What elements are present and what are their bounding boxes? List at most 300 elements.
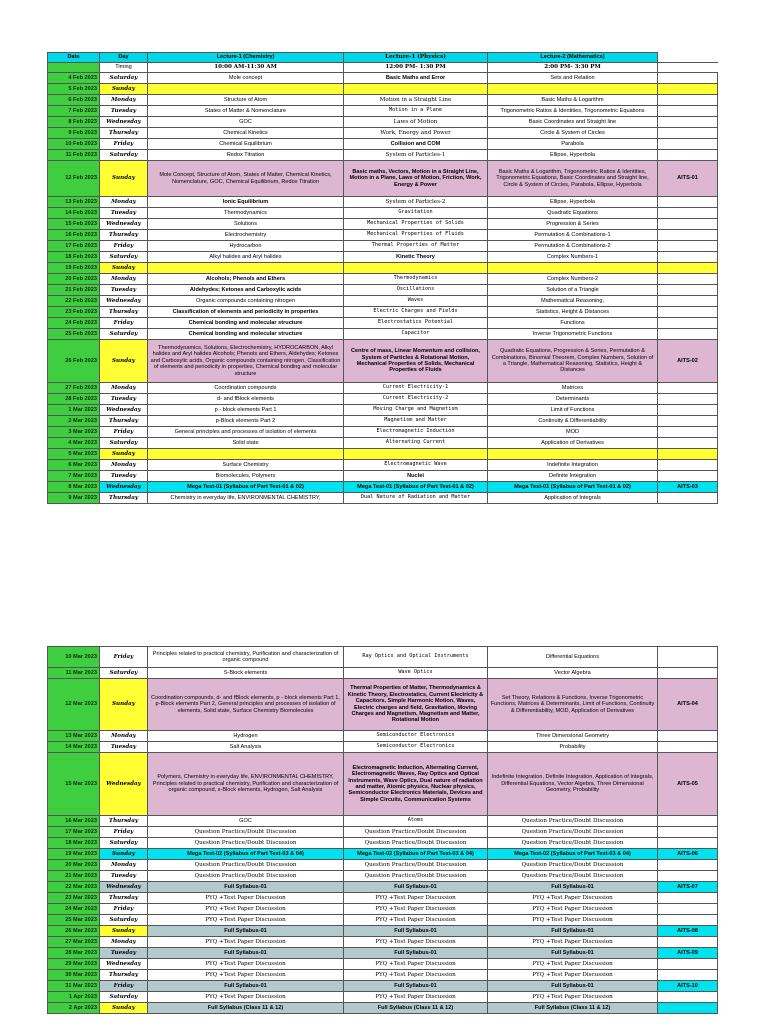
day-cell: Monday [100,274,148,285]
mathematics-cell: Indefinite Integration, Definite Integration, Application of Integrals, Differential Equations, Vector Algebra, Three Dimensional Geometry, Probability [488,753,658,816]
day-cell: Tuesday [100,471,148,482]
chemistry-cell: Thermodynamics, Solutions, Electrochemistry, HYDROCARBON, Alkyl halides and Aryl halides Alcohols; Phenols and Ethers, Aldehydes; Ketones and Carboxylic acids, Organic compounds containing nitrogen, Classification of elements and periodicity in properties, Chemical bonding and molecular structure [148,340,344,383]
date-cell: 2 Apr 2023 [48,1003,100,1014]
ait-cell [658,668,718,679]
date-cell: 12 Mar 2023 [48,679,100,731]
mathematics-cell: Full Syllabus-01 [488,948,658,959]
ait-cell [658,871,718,882]
day-cell: Wednesday [100,219,148,230]
physics-cell: Thermal Properties of Matter [344,241,488,252]
day-cell: Sunday [100,849,148,860]
day-cell: Friday [100,241,148,252]
date-cell: 15 Feb 2023 [48,219,100,230]
mathematics-cell: Question Practice/Doubt Discussion [488,816,658,827]
day-cell: Thursday [100,816,148,827]
day-cell: Monday [100,197,148,208]
physics-cell: Waves [344,296,488,307]
ait-cell [658,904,718,915]
day-cell: Monday [100,95,148,106]
day-cell: Sunday [100,340,148,383]
day-cell: Monday [100,937,148,948]
physics-cell: Question Practice/Doubt Discussion [344,860,488,871]
physics-cell: PYQ +Test Paper Discussion [344,970,488,981]
ait-cell [658,460,718,471]
mathematics-cell: Permutation & Combinations-2 [488,241,658,252]
day-cell: Thursday [100,493,148,504]
chemistry-cell: Biomolecules, Polymers [148,471,344,482]
day-cell: Monday [100,460,148,471]
physics-cell: PYQ +Test Paper Discussion [344,992,488,1003]
chemistry-cell: PYQ +Test Paper Discussion [148,893,344,904]
schedule-row [48,219,718,230]
mathematics-cell: Definite Integration [488,471,658,482]
day-cell: Friday [100,827,148,838]
schedule-row [48,668,718,679]
chemistry-cell: Mega Test-01 (Syllabus of Part Test-01 & 02) [148,482,344,493]
ait-cell [658,285,718,296]
ait-cell [658,263,718,274]
schedule-row [48,416,718,427]
chemistry-cell: Question Practice/Doubt Discussion [148,860,344,871]
ait-cell: AITS-05 [658,753,718,816]
header-physics: Lecture-1 (Physics) [344,53,488,63]
schedule-row [48,263,718,274]
schedule-row [48,647,718,668]
date-cell: 8 Feb 2023 [48,117,100,128]
ait-cell [658,416,718,427]
chemistry-cell [148,449,344,460]
mathematics-cell: Question Practice/Doubt Discussion [488,838,658,849]
day-cell: Tuesday [100,106,148,117]
ait-cell [658,816,718,827]
mathematics-cell: PYQ +Test Paper Discussion [488,915,658,926]
physics-cell: PYQ +Test Paper Discussion [344,904,488,915]
day-cell: Saturday [100,915,148,926]
ait-cell: AITS-01 [658,161,718,197]
mathematics-cell: Quadratic Equations, Progression & Series, Permutation & Combinations, Binomial Theorem, Complex Numbers, Solution of a Triangle, Mathematical Reasoning, Statistics, Height & Distances [488,340,658,383]
mathematics-cell: Statistics, Height & Distances [488,307,658,318]
ait-cell: AITS-10 [658,981,718,992]
physics-cell [344,449,488,460]
day-cell: Monday [100,860,148,871]
chemistry-cell: PYQ +Test Paper Discussion [148,959,344,970]
physics-cell: Current Electricity-2 [344,394,488,405]
date-cell: 5 Feb 2023 [48,84,100,95]
mathematics-cell: Full Syllabus-01 [488,882,658,893]
date-cell: 22 Feb 2023 [48,296,100,307]
header-row [48,53,718,63]
chemistry-cell: Electrochemistry [148,230,344,241]
chemistry-cell: Redox Titration [148,150,344,161]
physics-cell [344,263,488,274]
mathematics-cell: Full Syllabus-01 [488,981,658,992]
physics-cell: Alternating Current [344,438,488,449]
ait-cell [658,84,718,95]
mathematics-cell: Vector Algebra [488,668,658,679]
physics-cell: Wave Optics [344,668,488,679]
physics-cell: Electromagnetic Wave [344,460,488,471]
mathematics-cell: Set Theory, Relations & Functions, Inverse Trigonometric Functions, Matrices & Determinants, Limit of Functions, Continuity & Differentiability, MOD, Application of Derivatives [488,679,658,731]
day-cell: Sunday [100,84,148,95]
day-cell: Wednesday [100,753,148,816]
date-cell: 7 Feb 2023 [48,106,100,117]
date-cell: 16 Mar 2023 [48,816,100,827]
day-cell: Friday [100,981,148,992]
physics-cell: Oscillations [344,285,488,296]
day-cell: Wednesday [100,405,148,416]
physics-cell: Electromagnetic Induction [344,427,488,438]
mathematics-cell [488,263,658,274]
mathematics-cell: Mathematical Reasoning, [488,296,658,307]
mathematics-cell: Complex Numbers-2 [488,274,658,285]
chemistry-cell: States of Matter & Nomenclature [148,106,344,117]
date-cell: 26 Feb 2023 [48,340,100,383]
chemistry-cell: Chemical bonding and molecular structure [148,318,344,329]
date-cell: 27 Mar 2023 [48,937,100,948]
header-ait [658,53,718,63]
chemistry-cell: Hydrogen [148,731,344,742]
day-cell: Wednesday [100,959,148,970]
physics-cell: Full Syllabus (Class 11 & 12) [344,1003,488,1014]
chemistry-cell: Full Syllabus-01 [148,926,344,937]
chemistry-cell: Question Practice/Doubt Discussion [148,838,344,849]
date-cell: 12 Feb 2023 [48,161,100,197]
schedule-row [48,742,718,753]
mathematics-cell: Ellipse, Hyperbola [488,150,658,161]
ait-cell [658,449,718,460]
physics-cell: Nuclei [344,471,488,482]
physics-cell: Ray Optics and Optical Instruments [344,647,488,668]
chemistry-cell: Full Syllabus-01 [148,948,344,959]
day-cell: Wednesday [100,482,148,493]
schedule-row [48,197,718,208]
ait-cell [658,405,718,416]
schedule-row [48,241,718,252]
mathematics-cell: Question Practice/Doubt Discussion [488,860,658,871]
chemistry-cell: Alcohols; Phenols and Ethers [148,274,344,285]
mathematics-time: 2:00 PM- 3:30 PM [488,63,658,73]
chemistry-cell: Organic compounds containing nitrogen [148,296,344,307]
mathematics-cell: Basic Coordinates and Straight line [488,117,658,128]
ait-cell [658,128,718,139]
schedule-row [48,95,718,106]
schedule-row [48,106,718,117]
date-cell: 13 Mar 2023 [48,731,100,742]
chemistry-cell: p - block elements Part 1 [148,405,344,416]
day-cell: Saturday [100,992,148,1003]
schedule-row [48,307,718,318]
physics-cell: Laws of Motion [344,117,488,128]
date-cell: 21 Mar 2023 [48,871,100,882]
chemistry-cell: Salt Analysis [148,742,344,753]
schedule-row [48,394,718,405]
physics-cell: Current Electricity-1 [344,383,488,394]
schedule-row [48,970,718,981]
date-cell: 16 Feb 2023 [48,230,100,241]
mathematics-cell: Solution of a Triangle [488,285,658,296]
date-cell: 25 Feb 2023 [48,329,100,340]
schedule-row [48,427,718,438]
schedule-row [48,482,718,493]
mathematics-cell: Quadratic Equations [488,208,658,219]
ait-cell [658,959,718,970]
day-cell: Saturday [100,838,148,849]
mathematics-cell: Trigonometric Ratios & Identities, Trigonometric Equations [488,106,658,117]
ait-cell [658,860,718,871]
date-cell: 1 Mar 2023 [48,405,100,416]
schedule-row [48,460,718,471]
mathematics-cell: Question Practice/Doubt Discussion [488,827,658,838]
chemistry-cell: GOC [148,816,344,827]
ait-cell [658,731,718,742]
date-cell: 21 Feb 2023 [48,285,100,296]
ait-cell [658,296,718,307]
date-cell: 20 Mar 2023 [48,860,100,871]
day-cell: Tuesday [100,208,148,219]
schedule-row [48,915,718,926]
physics-cell: Motion in a Plane [344,106,488,117]
physics-cell: Mega Test-02 (Syllabus of Part Test-03 & 04) [344,849,488,860]
mathematics-cell: Complex Numbers-1 [488,252,658,263]
ait-cell: AITS-09 [658,948,718,959]
schedule-row [48,449,718,460]
schedule-row [48,230,718,241]
physics-cell: Thermodynamics [344,274,488,285]
chemistry-cell: Alkyl halides and Aryl halides [148,252,344,263]
date-cell: 14 Mar 2023 [48,742,100,753]
physics-cell: PYQ +Test Paper Discussion [344,893,488,904]
chemistry-cell: Structure of Atom [148,95,344,106]
date-cell: 26 Mar 2023 [48,926,100,937]
day-cell: Thursday [100,307,148,318]
mathematics-cell: Basic Maths & Logarithm, Trigonometric Ratios & Identities, Trigonometric Equations, Basic Coordinates and Straight line, Circle & System of Circles, Parabola, Ellipse, Hyperbola [488,161,658,197]
day-cell: Sunday [100,263,148,274]
physics-cell: Magnetism and Matter [344,416,488,427]
ait-cell: AITS-03 [658,482,718,493]
ait-cell [658,318,718,329]
schedule-row [48,937,718,948]
schedule-row [48,208,718,219]
schedule-row [48,981,718,992]
mathematics-cell: Three Dimensional Geometry [488,731,658,742]
mathematics-cell: Indefinite Integration [488,460,658,471]
chemistry-cell: Solid state [148,438,344,449]
date-cell: 20 Feb 2023 [48,274,100,285]
chemistry-cell: Thermodynamics [148,208,344,219]
mathematics-cell: PYQ +Test Paper Discussion [488,992,658,1003]
physics-cell: System of Particles-1 [344,150,488,161]
physics-cell: Mechanical Properties of Fluids [344,230,488,241]
mathematics-cell: Functions [488,318,658,329]
chemistry-cell: Full Syllabus-01 [148,882,344,893]
ait-cell: AITS-06 [658,849,718,860]
date-cell: 13 Feb 2023 [48,197,100,208]
ait-cell [658,647,718,668]
header-chemistry: Lecture-1 (Chemistry) [148,53,344,63]
physics-cell: Collision and COM [344,139,488,150]
day-cell: Tuesday [100,285,148,296]
chemistry-cell: Mega Test-02 (Syllabus of Part Test-03 & 04) [148,849,344,860]
date-cell: 18 Mar 2023 [48,838,100,849]
schedule-row [48,340,718,383]
mathematics-cell [488,84,658,95]
date-cell: 10 Mar 2023 [48,647,100,668]
schedule-row [48,128,718,139]
chemistry-cell: p-Block elements Part 2 [148,416,344,427]
ait-cell [658,827,718,838]
date-cell: 27 Feb 2023 [48,383,100,394]
ait-cell [658,219,718,230]
physics-cell: Thermal Properties of Matter, Thermodynamics & Kinetic Theory, Electrostatics, Current Electricity & Capacitors, Simple Harmonic Motion, Waves, Electric charges and field, Gravitation, Moving Charges and Magnetism, Magnetism and Matter, Rotational Motion [344,679,488,731]
ait-cell: AITS-07 [658,882,718,893]
ait-cell [658,117,718,128]
date-cell: 10 Feb 2023 [48,139,100,150]
timing-date-cell [48,63,100,73]
schedule-row [48,860,718,871]
date-cell: 11 Mar 2023 [48,668,100,679]
chemistry-cell: Ionic Equilibrium [148,197,344,208]
chemistry-cell: PYQ +Test Paper Discussion [148,904,344,915]
chemistry-cell: Surface Chemistry [148,460,344,471]
physics-cell: Question Practice/Doubt Discussion [344,838,488,849]
ait-cell [658,252,718,263]
mathematics-cell: Full Syllabus (Class 11 & 12) [488,1003,658,1014]
schedule-row [48,139,718,150]
ait-cell [658,73,718,84]
mathematics-cell: PYQ +Test Paper Discussion [488,970,658,981]
chemistry-cell: Coordination compounds, d- and fBlock elements, p - block elements Part 1, p-Block elements Part 2, General principles and processes of isolation of elements, Solid state, Surface Chemistry Biomolecules [148,679,344,731]
date-cell: 15 Mar 2023 [48,753,100,816]
mathematics-cell: MOD [488,427,658,438]
date-cell: 9 Mar 2023 [48,493,100,504]
schedule-row [48,318,718,329]
schedule-row [48,871,718,882]
physics-cell: Semiconductor Electronics [344,742,488,753]
ait-cell [658,197,718,208]
schedule-row [48,849,718,860]
date-cell: 11 Feb 2023 [48,150,100,161]
mathematics-cell: Sets and Relation [488,73,658,84]
mathematics-cell: Basic Maths & Logarithm [488,95,658,106]
chemistry-cell [148,263,344,274]
chemistry-cell: PYQ +Test Paper Discussion [148,992,344,1003]
day-cell: Friday [100,427,148,438]
ait-cell [658,1003,718,1014]
day-cell: Wednesday [100,117,148,128]
date-cell: 19 Mar 2023 [48,849,100,860]
day-cell: Sunday [100,449,148,460]
mathematics-cell: PYQ +Test Paper Discussion [488,937,658,948]
chemistry-cell: Question Practice/Doubt Discussion [148,827,344,838]
schedule-row [48,493,718,504]
date-cell: 23 Feb 2023 [48,307,100,318]
day-cell: Sunday [100,161,148,197]
date-cell: 28 Feb 2023 [48,394,100,405]
ait-cell [658,915,718,926]
mathematics-cell: Ellipse, Hyperbola [488,197,658,208]
date-cell: 23 Mar 2023 [48,893,100,904]
date-cell: 6 Mar 2023 [48,460,100,471]
chemistry-cell: Hydrocarbon [148,241,344,252]
mathematics-cell: PYQ +Test Paper Discussion [488,893,658,904]
ait-cell [658,937,718,948]
physics-cell: Capacitor [344,329,488,340]
day-cell: Thursday [100,893,148,904]
chemistry-cell: GOC [148,117,344,128]
chemistry-cell: General principles and processes of isolation of elements [148,427,344,438]
chemistry-cell: Aldehydes; Ketones and Carboxylic acids [148,285,344,296]
schedule-row [48,150,718,161]
schedule-row [48,816,718,827]
physics-cell: Full Syllabus-01 [344,981,488,992]
date-cell: 9 Feb 2023 [48,128,100,139]
date-cell: 7 Mar 2023 [48,471,100,482]
ait-cell [658,394,718,405]
date-cell: 14 Feb 2023 [48,208,100,219]
ait-cell [658,329,718,340]
physics-cell: System of Particles-2 [344,197,488,208]
ait-cell [658,471,718,482]
timing-ait-cell [658,63,718,73]
physics-cell: Electrostatics Potential [344,318,488,329]
physics-cell: Work, Energy and Power [344,128,488,139]
ait-cell [658,427,718,438]
day-cell: Wednesday [100,882,148,893]
physics-cell: Basic Maths and Error [344,73,488,84]
physics-cell: Mechanical Properties of Solids [344,219,488,230]
physics-cell: Basic maths, Vectors, Motion in a Straight Line, Motion in a Plane, Laws of Motion, Friction, Work, Energy & Power [344,161,488,197]
day-cell: Monday [100,731,148,742]
mathematics-cell: Mega Test-01 (Syllabus of Part Test-01 & 02) [488,482,658,493]
date-cell: 1 Apr 2023 [48,992,100,1003]
mathematics-cell: Continuity & Differentiability [488,416,658,427]
schedule-row [48,84,718,95]
date-cell: 19 Feb 2023 [48,263,100,274]
header-date: Date [48,53,100,63]
physics-cell: Electric Charges and Fields [344,307,488,318]
physics-cell: Kinetic Theory [344,252,488,263]
schedule-row [48,252,718,263]
chemistry-cell: Classification of elements and periodicity in properties [148,307,344,318]
physics-cell: Moving Charge and Magnetism [344,405,488,416]
day-cell: Sunday [100,1003,148,1014]
physics-cell: Semiconductor Electronics [344,731,488,742]
ait-cell: AITS-08 [658,926,718,937]
chemistry-cell: Coordination compounds [148,383,344,394]
schedule-row [48,959,718,970]
mathematics-cell: PYQ +Test Paper Discussion [488,959,658,970]
physics-cell: PYQ +Test Paper Discussion [344,937,488,948]
ait-cell [658,230,718,241]
chemistry-cell: Chemical Equilibrium [148,139,344,150]
mathematics-cell: Parabola [488,139,658,150]
schedule-row [48,438,718,449]
day-cell: Sunday [100,926,148,937]
day-cell: Tuesday [100,394,148,405]
schedule-row [48,753,718,816]
physics-cell: Full Syllabus-01 [344,882,488,893]
schedule-row [48,679,718,731]
mathematics-cell: Mega Test-02 (Syllabus of Part Test-03 & 04) [488,849,658,860]
schedule-row [48,948,718,959]
chemistry-cell: Chemistry in everyday life, ENVIRONMENTAL CHEMISTRY, [148,493,344,504]
schedule-row [48,73,718,84]
mathematics-cell: Differential Equations [488,647,658,668]
day-cell: Thursday [100,230,148,241]
day-cell: Monday [100,383,148,394]
ait-cell: AITS-02 [658,340,718,383]
timing-label: Timing [100,63,148,73]
